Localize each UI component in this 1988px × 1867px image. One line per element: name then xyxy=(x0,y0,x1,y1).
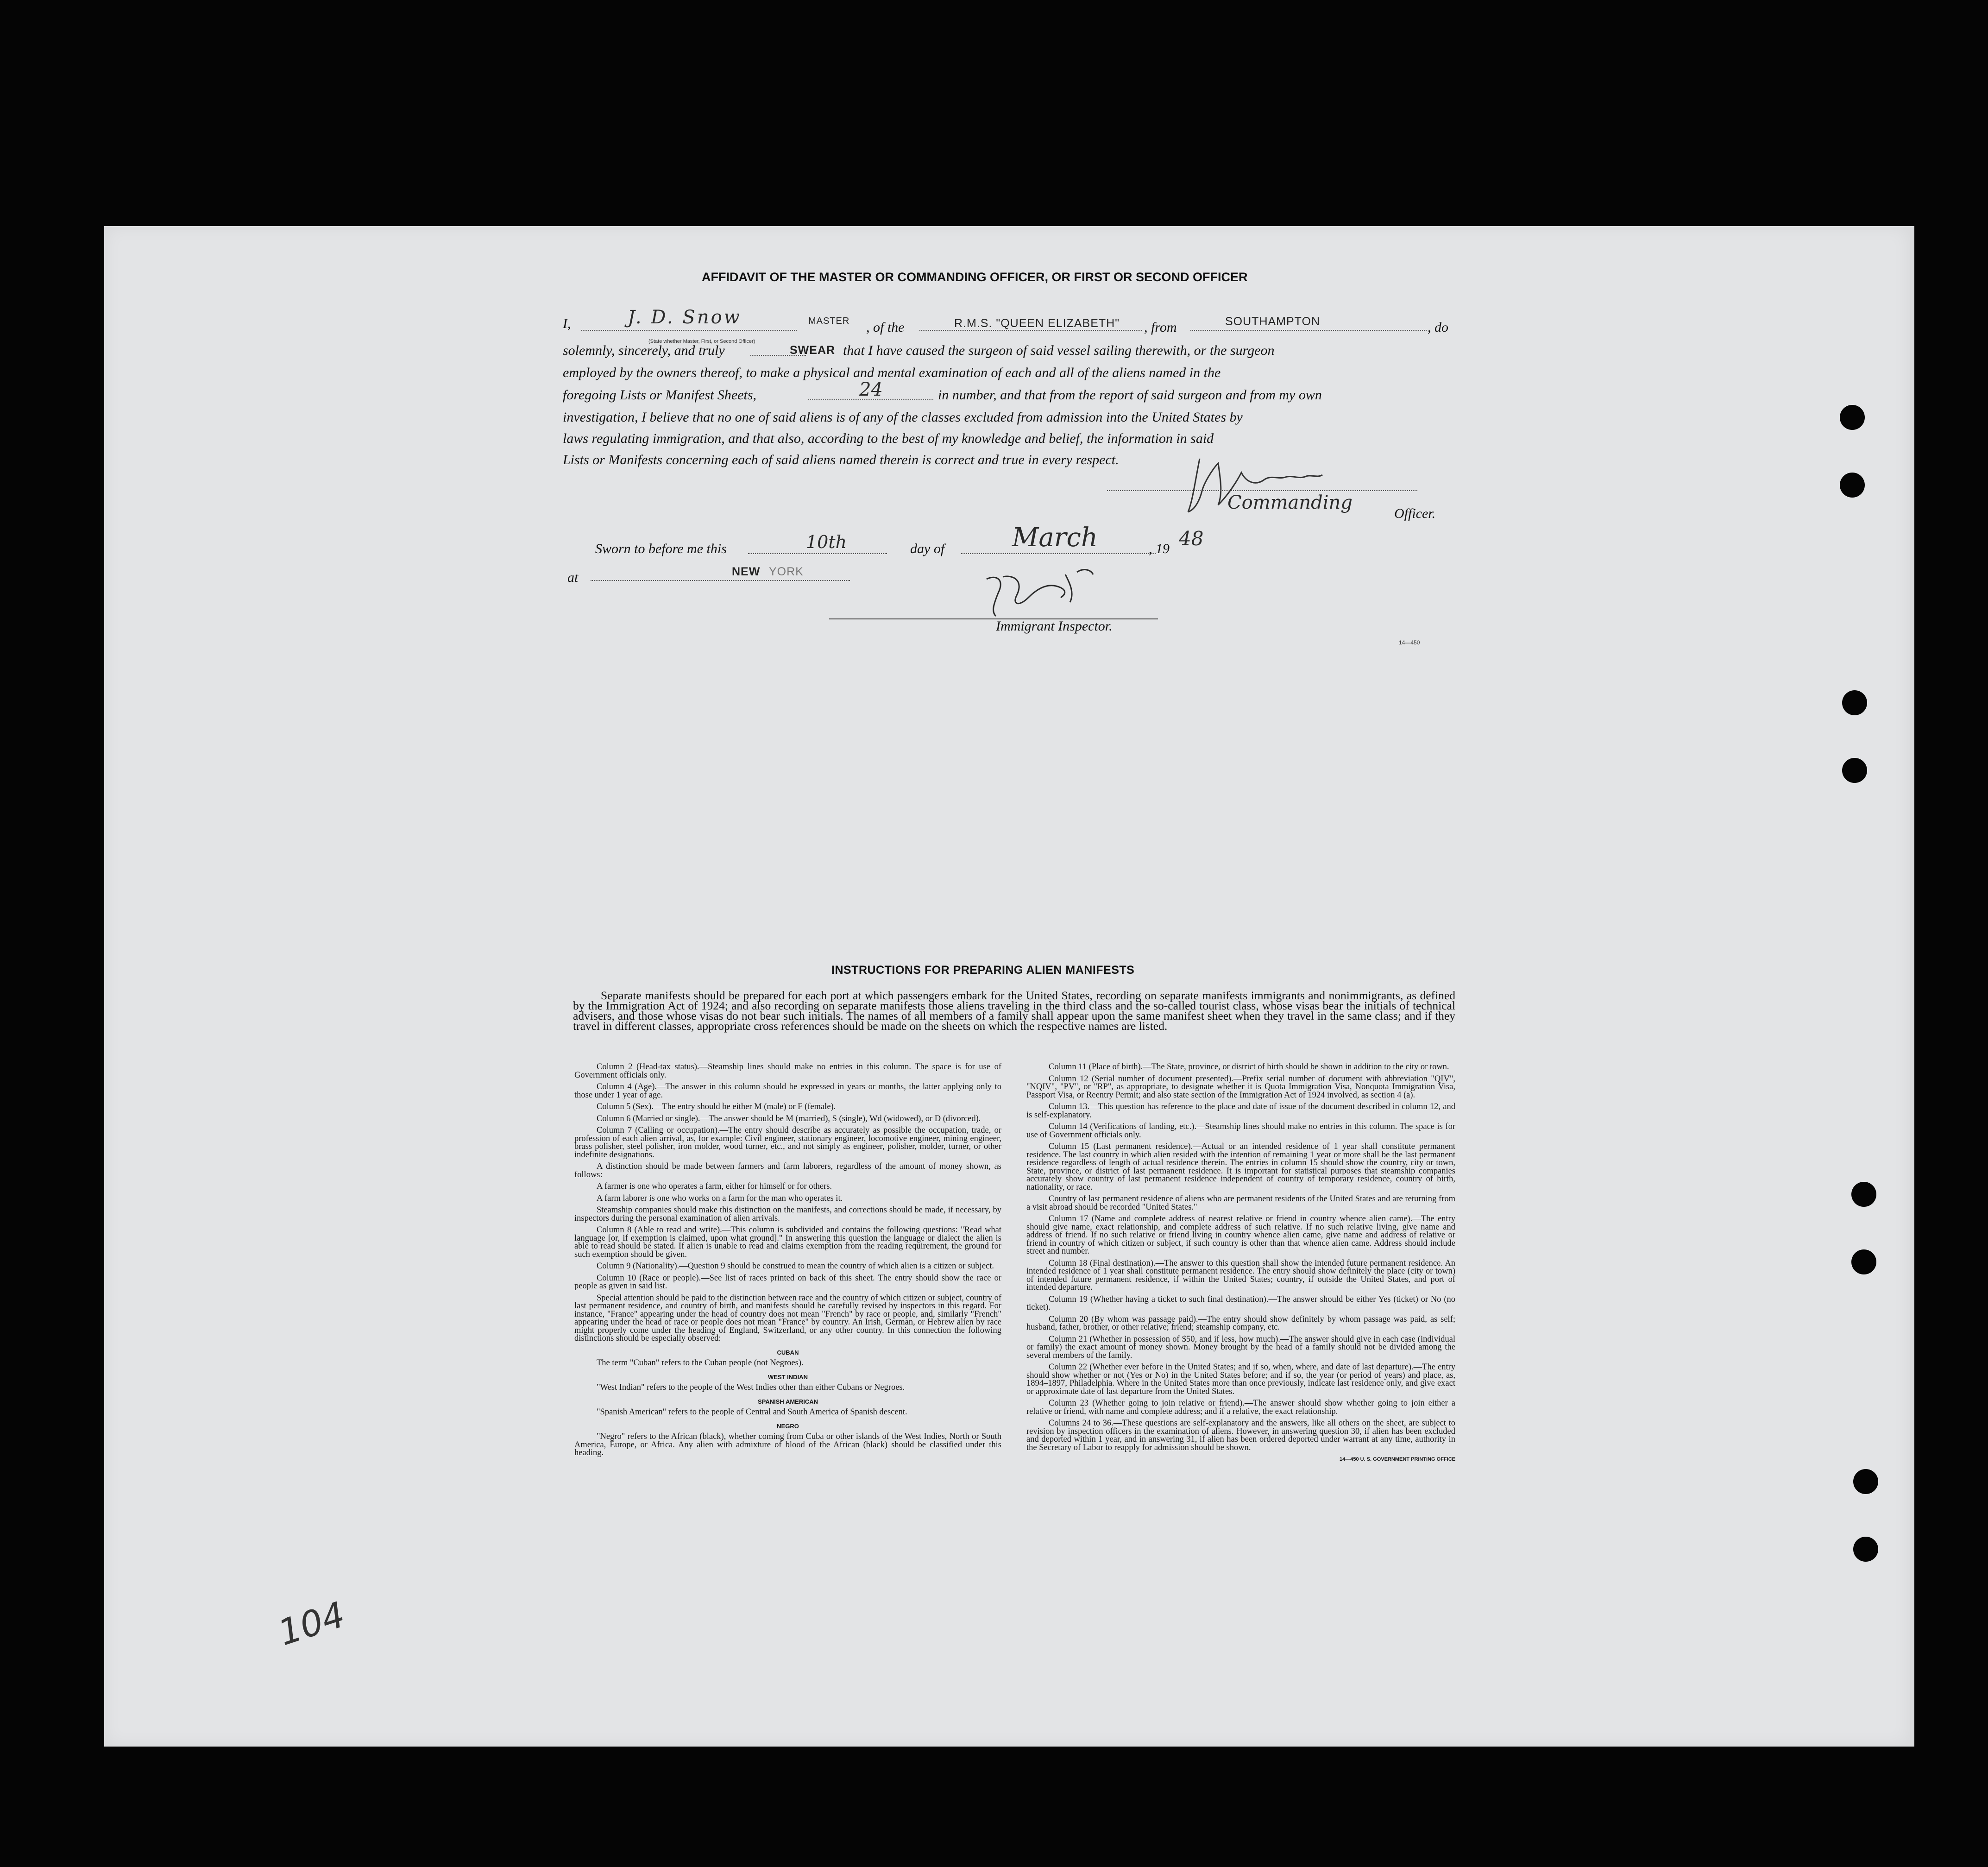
instruction-item: Country of last permanent residence of aliens who are permanent residents of the United States and are returning from a visit abroad should be recorded "United States." xyxy=(1026,1194,1455,1212)
signature-role: Commanding xyxy=(1227,492,1353,513)
instruction-item: Column 13.—This question has reference to the place and date of issue of the document described in column 12, and is self-explanatory. xyxy=(1026,1102,1455,1120)
punch-hole xyxy=(1853,1537,1878,1562)
punch-hole xyxy=(1842,758,1867,783)
instruction-item: Column 10 (Race or people).—See list of races printed on back of this sheet. The entry should show the race or people as given in said list. xyxy=(574,1273,1001,1291)
instruction-item: The term "Cuban" refers to the Cuban people (not Negroes). xyxy=(597,1358,804,1368)
instruction-item: Column 23 (Whether going to join relative or friend).—The answer should show whether going to join either a relative or friend, with name and complete address; and if a relative, the exact relationship. xyxy=(1026,1399,1455,1416)
affidavit-line4b: in number, and that from the report of said surgeon and from my own xyxy=(938,387,1322,403)
instruction-item: Columns 24 to 36.—These questions are self-explanatory and the answers, like all others on the sheet, are subject to revision by inspection officers in the examination of aliens. However, in answering question 30, if alien has been excluded and deported within 1 year, and in answering 31, if alien has been ordered deported under warrant at any time, authority in the Secretary of Labor to reapply for admission should be shown. xyxy=(1026,1419,1455,1452)
punch-hole xyxy=(1851,1182,1876,1207)
instruction-item: A farmer is one who operates a farm, either for himself or for others. xyxy=(597,1182,832,1191)
instruction-item: Column 11 (Place of birth).—The State, province, or district of birth should be shown in addition to the city or town. xyxy=(1049,1062,1449,1072)
inspector-signature xyxy=(977,565,1116,621)
punch-hole xyxy=(1851,1249,1876,1274)
of-the: , of the xyxy=(866,320,905,335)
from-label: , from xyxy=(1144,320,1177,335)
master-rank: MASTER xyxy=(808,316,850,326)
affidavit-line6: laws regulating immigration, and that also, according to the best of my knowledge and belief, the information in said xyxy=(563,431,1214,446)
instruction-item: "Spanish American" refers to the people of Central and South America of Spanish descent. xyxy=(597,1407,907,1417)
day-of-label: day of xyxy=(910,541,945,556)
sworn-label: Sworn to before me this xyxy=(595,541,727,556)
instruction-item: A distinction should be made between farmers and farm laborers, regardless of the amount of money shown, as follows: xyxy=(574,1162,1001,1179)
affidavit-line5: investigation, I believe that no one of said aliens is of any of the classes excluded from admission into the United States by xyxy=(563,410,1243,425)
instruction-item: Column 2 (Head-tax status).—Steamship lines should make no entries in this column. The space is for use of Government officials only. xyxy=(574,1062,1001,1080)
heading-cuban: CUBAN xyxy=(777,1349,799,1356)
punch-hole xyxy=(1840,405,1865,430)
instruction-item: "Negro" refers to the African (black), whether coming from Cuba or other islands of the West Indies, North or South America, Europe, or Africa. Any alien with admixture of blood of the African (black) should be classified under this heading. xyxy=(574,1432,1001,1457)
printing-office-footer: 14—450 U. S. GOVERNMENT PRINTING OFFICE xyxy=(1340,1457,1455,1462)
instruction-item: Column 22 (Whether ever before in the United States; and if so, when, where, and date of last departure).—The entry should show whether or not (Yes or No) in the United States before; and if so, the year (or period of years) and place, as, 1894–1897, Philadelphia. Where in the United States more than once previously, indicate last residence only, and give exact or approximate date of last departure from the United States. xyxy=(1026,1362,1455,1396)
sheet-count: 24 xyxy=(859,379,883,400)
instruction-item: Column 7 (Calling or occupation).—The entry should describe as accurately as possible the occupation, trade, or profession of each alien arrival, as, for example: Civil engineer, stationary engineer, locomotive engineer, mining engineer, brass polisher, steel polisher, iron molder, wood turner, etc., and not simply as engineer, polisher, molder, turner, or other indefinite designations. xyxy=(574,1126,1001,1160)
instructions-title: INSTRUCTIONS FOR PREPARING ALIEN MANIFESTS xyxy=(831,964,1135,977)
affidavit-line7: Lists or Manifests concerning each of said aliens named therein is correct and true in every respect. xyxy=(563,452,1119,467)
affidavit-line2b: that I have caused the surgeon of said vessel sailing therewith, or the surgeon xyxy=(843,343,1275,358)
rank-hint: (State whether Master, First, or Second Officer) xyxy=(648,339,755,344)
instruction-item: Special attention should be paid to the distinction between race and the country of which citizen or subject, country of last permanent residence, and country of birth, and manifests should be carefully revised by inspectors in this regard. For instance, "France" appearing under the head of country does not mean "French" by race or people, and, similarly "French" appearing under the head of race or people does not mean "France" by country. An Irish, German, or Hebrew alien by race might properly come under the heading of England, Switzerland, or any other country. In this connection the following distinctions should be especially observed: xyxy=(574,1293,1001,1343)
inspector-label: Immigrant Inspector. xyxy=(996,618,1113,634)
instruction-item: Column 6 (Married or single).—The answer should be M (married), S (single), Wd (widowed), or D (divorced). xyxy=(597,1114,981,1123)
instructions-right-column xyxy=(1026,1063,1455,1468)
instruction-item: Column 14 (Verifications of landing, etc.).—Steamship lines should make no entries in this column. The space is for use of Government officials only. xyxy=(1026,1122,1455,1140)
instruction-item: Column 15 (Last permanent residence).—Actual or an intended residence of 1 year shall constitute permanent residence. The last country in which alien resided with the intention of remaining 1 year or more shall be the last permanent residence regardless of length of actual residence therein. The entries in column 15 should show the country, city or town, State, province, or district of last permanent residence. It is important for statistical purposes that steamship companies accurately show country of last permanent residence independent of country of temporary residence, country of birth, nationality, or race. xyxy=(1026,1142,1455,1192)
sworn-year: 48 xyxy=(1179,527,1204,550)
sworn-month: March xyxy=(1012,523,1098,553)
instruction-item: Column 17 (Name and complete address of nearest relative or friend in country whence alien came).—The entry should give name, exact relationship, and complete address of such relative. If no such relative living, give name and address of friend. If no such relative or friend living in country whence alien came, give name and address of relative or friend in country of which citizen or subject, if such country is other than that whence alien came. Address should include street and number. xyxy=(1026,1214,1455,1256)
affidavit-i: I, xyxy=(563,316,571,331)
instruction-item: Column 9 (Nationality).—Question 9 should be construed to mean the country of which alien is a citizen or subject. xyxy=(597,1261,994,1271)
page-number: 104 xyxy=(273,1593,350,1654)
instructions-left-column xyxy=(574,1063,1001,1461)
departure-port: SOUTHAMPTON xyxy=(1225,315,1320,328)
punch-hole xyxy=(1842,690,1867,715)
instruction-item: A farm laborer is one who works on a farm for the man who operates it. xyxy=(597,1193,843,1203)
affidavit-line2a: solemnly, sincerely, and truly xyxy=(563,343,725,358)
affidavit-title: AFFIDAVIT OF THE MASTER OR COMMANDING OFFICER, OR FIRST OR SECOND OFFICER xyxy=(702,270,1248,284)
form-number: 14—450 xyxy=(1399,639,1420,646)
instruction-item: Column 8 (Able to read and write).—This column is subdivided and contains the following questions: "Read what language [or, if exemption is claimed, upon what ground]." In answering this question the language or dialect the alien is able to read should be stated. If alien is unable to read and claims exemption from the reading requirement, the ground for such exemption should be given. xyxy=(574,1225,1001,1259)
sworn-place-b: YORK xyxy=(769,565,804,578)
punch-hole xyxy=(1840,473,1865,498)
heading-spanish-american: SPANISH AMERICAN xyxy=(757,1398,818,1405)
master-name: J. D. Snow xyxy=(628,307,742,328)
officer-label: Officer. xyxy=(1394,506,1436,521)
instruction-item: Column 5 (Sex).—The entry should be either M (male) or F (female). xyxy=(597,1102,836,1111)
punch-hole xyxy=(1853,1469,1878,1494)
affidavit-line4a: foregoing Lists or Manifest Sheets, xyxy=(563,387,757,403)
affidavit-line3: employed by the owners thereof, to make a physical and mental examination of each and all of the aliens named in the xyxy=(563,365,1221,380)
at-label: at xyxy=(567,570,579,585)
sworn-day: 10th xyxy=(806,532,847,552)
instruction-item: Column 19 (Whether having a ticket to such final destination).—The answer should be either Yes (ticket) or No (no ticket). xyxy=(1026,1294,1455,1312)
do: , do xyxy=(1428,320,1448,335)
heading-west-indian: WEST INDIAN xyxy=(768,1373,808,1381)
instruction-item: Column 20 (By whom was passage paid).—The entry should show definitely by whom passage was paid, as self; husband, father, brother, or other relative; friend; steamship company, etc. xyxy=(1026,1314,1455,1332)
instruction-item: Column 18 (Final destination).—The answer to this question shall show the intended future permanent residence. An intended residence of 1 year shall constitute permanent residence. The entry should show definitely the place (city or town) of intended future permanent residence, if within the United States; country, if outside the United States, and port of intended departure. xyxy=(1026,1258,1455,1292)
vessel-name: R.M.S. "QUEEN ELIZABETH" xyxy=(954,317,1120,330)
oath-word: SWEAR xyxy=(790,344,836,357)
year-prefix: , 19 xyxy=(1149,541,1170,556)
heading-negro: NEGRO xyxy=(777,1422,799,1430)
instruction-item: Column 12 (Serial number of document presented).—Prefix serial number of document with abbreviation "QIV", "NQIV", "PV", or "RP", as appropriate, to designate whether it is Quota Immigration Visa, Nonquota Immigration Visa, Passport Visa, or Reentry Permit; and also state section of the Immigration Act of 1924 involved, as section 4 (a). xyxy=(1026,1074,1455,1100)
instruction-item: "West Indian" refers to the people of the West Indies other than either Cubans or Negroes. xyxy=(597,1383,905,1392)
instructions-intro: Separate manifests should be prepared for each port at which passengers embark for the United States, recording on separate manifests immigrants and nonimmigrants, as defined by the Immigration Act of 1924; and also recording on separate manifests those aliens traveling in the third class and the so-called tourist class, whose visas bear the initials of technical advisers, and those whose visas do not bear such initials. The names of all members of a family shall appear upon the same manifest sheet when they travel in the same class; and if they travel in different classes, appropriate cross references should be made on the sheets on which the respective names are listed. xyxy=(573,989,1455,1033)
instruction-item: Column 21 (Whether in possession of $50, and if less, how much).—The answer should give in each case (individual or family) the exact amount of money shown. Money brought by the head of a family should not be divided among the several members of the family. xyxy=(1026,1334,1455,1360)
instruction-item: Steamship companies should make this distinction on the manifests, and corrections should be made, if necessary, by inspectors during the personal examination of alien arrivals. xyxy=(574,1205,1001,1223)
sworn-place-a: NEW xyxy=(732,565,761,578)
instruction-item: Column 4 (Age).—The answer in this column should be expressed in years or months, the latter applying only to those under 1 year of age. xyxy=(574,1082,1001,1100)
